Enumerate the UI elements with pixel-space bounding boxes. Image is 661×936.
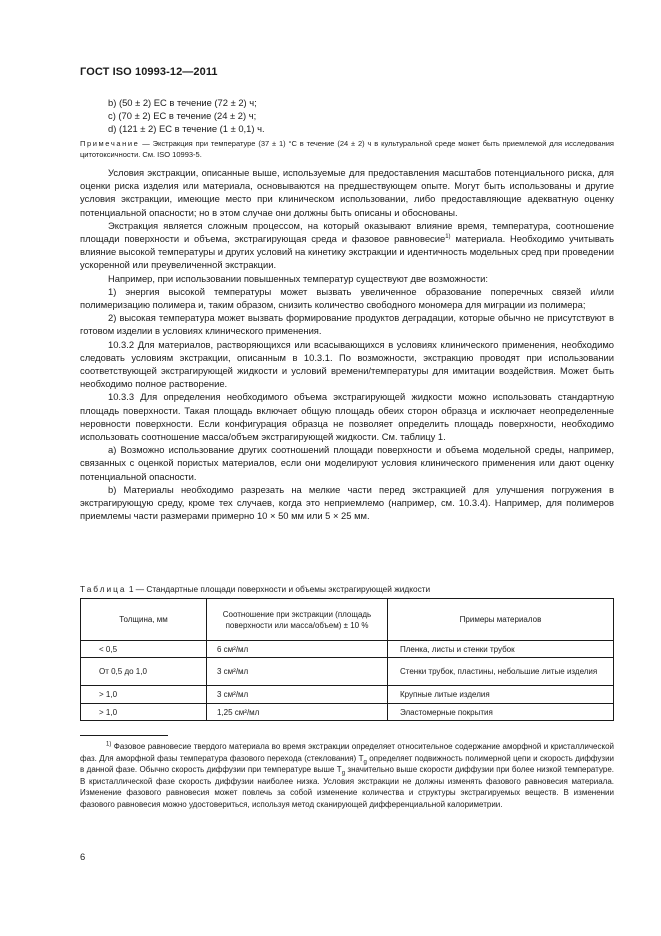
table-caption-text: 1 — Стандартные площади поверхности и объемы экстрагирующей жидкости — [126, 584, 431, 594]
body-text — [80, 166, 614, 522]
table-row — [81, 641, 614, 658]
footnote-ref: 1) — [445, 233, 451, 240]
table-cell: Пленка, листы и стенки трубок — [388, 641, 614, 658]
table-cell: 1,25 см²/мл — [207, 704, 388, 721]
document-header: ГОСТ ISO 10993-12—2011 — [80, 66, 218, 78]
table-header-cell: Примеры материалов — [388, 599, 614, 641]
surface-area-table — [80, 598, 614, 721]
paragraph: a) Возможно использование других соотношений площади поверхности и объема модельной среды, например, связанных с оценкой пористых материалов, если они моделируют условия клинического применения или дают оценку потенциальной опасности. — [80, 444, 614, 482]
paragraph: Условия экстракции, описанные выше, используемые для предоставления масштабов потенциального риска, для оценки риска изделия или материала, основываются на предшествующем опыте. Могут быть использованы и другие условия экстракции, имеющие место при клиническом использовании, либо предоставляющие адекватную оценку потенциальной опасности; но в этом случае они должны быть описаны и обоснованы. — [80, 167, 614, 218]
paragraph: 10.3.2 Для материалов, растворяющихся или всасывающихся в условиях клинического применения, необходимо следовать условиям экстракции, описанным в 10.3.1. По возможности, экстракцию проводят при использовании соответствующей экстрагирующей жидкости и условий времени/температуры для имитации воздействия. Может быть необходимо полное растворение. — [80, 338, 614, 390]
footnote-divider — [80, 735, 168, 736]
table-cell: < 0,5 — [81, 641, 207, 658]
footnote-mark: 1) — [106, 741, 112, 748]
footnote-text: Фазовое равновесие твердого материала во время экстракции определяет относительное содержание аморфной и кристаллической фаз. Для аморфной фазы температура фазового перехода (стеклования) T — [80, 742, 614, 763]
footnote-text: значительно выше скорости диффузии при более низкой температуре. В кристаллической фазе скорость диффузии наиболее низка. Условия экстракции не должны изменять фазового равновесия материала. Изменение фазового равновесия может повлечь за собой изменение количества и структуры экстрагируемых веществ. В изменении фазового равновесия можно удостовериться, используя метод сканирующей дифференциальной калориметрии. — [80, 765, 614, 809]
table-cell: Стенки трубок, пластины, небольшие литые изделия — [388, 658, 614, 686]
table-header-cell: Соотношение при экстракции (площадь поверхности или масса/объем) ± 10 % — [207, 599, 388, 641]
table-cell: От 0,5 до 1,0 — [81, 658, 207, 686]
table-row — [81, 658, 614, 686]
table-cell: > 1,0 — [81, 686, 207, 704]
table-cell: 6 см²/мл — [207, 641, 388, 658]
table-cell: Крупные литые изделия — [388, 686, 614, 704]
table-caption — [80, 584, 430, 594]
table-row — [81, 686, 614, 704]
list-item: b) (50 ± 2) ЕС в течение (72 ± 2) ч; — [108, 97, 257, 108]
footnote — [80, 741, 614, 810]
paragraph — [80, 219, 614, 272]
table-row — [81, 704, 614, 721]
list-item: c) (70 ± 2) ЕС в течение (24 ± 2) ч; — [108, 110, 257, 122]
footnote-subscript: g — [341, 770, 346, 777]
paragraph-text: Экстракция является сложным процессом, на который оказывают влияние время, температура, соотношение площади поверхности и объема, экстрагирующая среда и фазовое равновесие — [80, 219, 614, 245]
list-item: d) (121 ± 2) ЕС в течение (1 ± 0,1) ч. — [108, 123, 265, 135]
table-cell: 3 см²/мл — [207, 658, 388, 686]
footnote-subscript: g — [363, 759, 367, 766]
paragraph: 1) энергия высокой температуры может вызвать увеличенное образование поперечных связей и/или полимеризацию полимера и, таким образом, снизить количество свободного мономера для миграции из полимера; — [80, 285, 614, 311]
paragraph: b) Материалы необходимо разрезать на мелкие части перед экстракцией для улучшения погружения в экстрагирующую среду, кроме тех случаев, когда это неприемлемо (например, см. 10.3.4). Например, для полимеров приемлемы части размерами примерно 10 × 50 мм или 5 × 25 мм. — [80, 483, 614, 522]
table-cell: 3 см²/мл — [207, 686, 388, 704]
table-header-cell: Толщина, мм — [81, 599, 207, 641]
note-label: Примечание — [80, 139, 140, 148]
footnote-text: определяет подвижность полимерной цепи и скорость диффузии в данной фазе. Обычно скорость диффузии при температуре выше T — [80, 753, 615, 774]
paragraph: 10.3.3 Для определения необходимого объема экстрагирующей жидкости можно использовать стандартную площадь поверхности. Такая площадь включает общую площадь обеих сторон образца и исключает неопределенные неровности поверхности. Если конфигурация образца не позволяет определить площадь поверхности, необходимо использовать соотношение масса/объем экстрагирующей жидкости. См. таблицу 1. — [80, 391, 614, 443]
extraction-conditions-list — [108, 96, 265, 136]
table-header-row — [81, 599, 614, 641]
note — [80, 138, 614, 160]
table-cell: > 1,0 — [81, 704, 207, 721]
table-cell: Эластомерные покрытия — [388, 704, 614, 721]
table-caption-label: Таблица — [80, 584, 127, 594]
note-text: — Экстракция при температуре (37 ± 1) °С в течение (24 ± 2) ч в культуральной среде может быть приемлемой для исследования цитотоксичности. См. ISO 10993-5. — [80, 139, 614, 160]
paragraph-text: материала. Необходимо учитывать влияние высокой температуры и других условий на кинетику экстракции и идентичность модельных сред при проведении ускоренной или преувеличенной экстракции. — [80, 233, 614, 271]
page-number: 6 — [80, 851, 86, 862]
paragraph: 2) высокая температура может вызвать формирование продуктов деградации, которые обычно не присутствуют в готовом изделии в условиях клинического применения. — [80, 312, 614, 337]
paragraph: Например, при использовании повышенных температур существуют две возможности: — [108, 272, 488, 284]
